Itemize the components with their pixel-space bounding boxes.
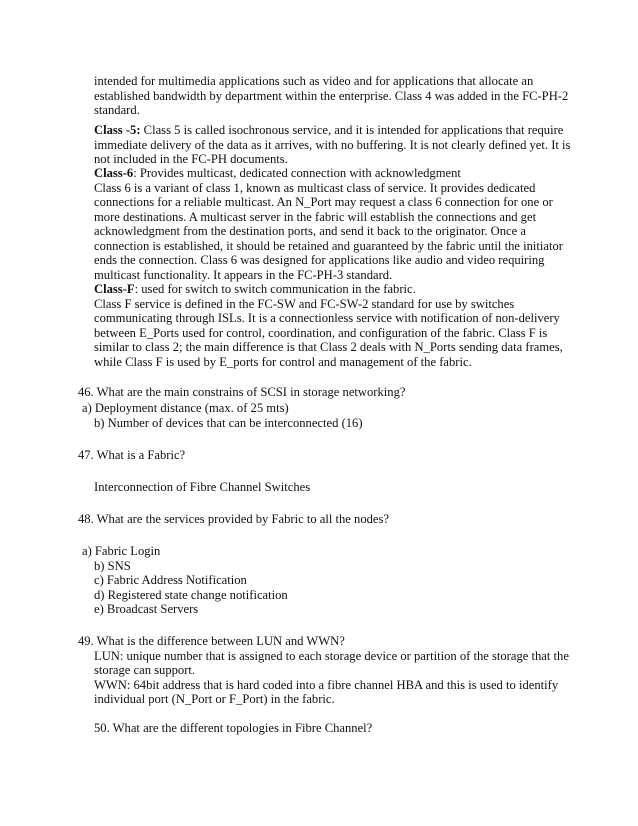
class4-continuation: intended for multimedia applications such as video and for applications that allocate an established bandwidth by department within the enterprise. Class 4 was added in the FC-PH-2 standard. bbox=[94, 74, 569, 117]
answer-47: Interconnection of Fibre Channel Switches bbox=[94, 480, 311, 494]
classF-summary: : used for switch to switch communication in the fabric. bbox=[134, 282, 416, 296]
question-48: 48. What are the services provided by Fabric to all the nodes? bbox=[78, 512, 390, 526]
class6-summary: : Provides multicast, dedicated connection with acknowledgment bbox=[133, 166, 461, 180]
class5-paragraph bbox=[94, 123, 574, 167]
class5-label: Class -5: bbox=[94, 123, 141, 137]
answer-48-d: d) Registered state change notification bbox=[94, 587, 288, 602]
answer-48-e: e) Broadcast Servers bbox=[94, 602, 199, 616]
answer-49-lun: LUN: unique number that is assigned to each storage device or partition of the storage that the storage can support. bbox=[94, 648, 569, 677]
class6-label: Class-6 bbox=[94, 166, 134, 180]
answer-48-a: a) Fabric Login bbox=[82, 544, 161, 558]
answer-48-c: c) Fabric Address Notification bbox=[94, 573, 247, 587]
question-46: 46. What are the main constrains of SCSI in storage networking? bbox=[78, 385, 406, 399]
answer-48-b: b) SNS bbox=[94, 558, 131, 573]
answer-49-wwn: WWN: 64bit address that is hard coded into a fibre channel HBA and this is used to identify individual port (N_Port or F_Port) in the fabric. bbox=[94, 677, 559, 706]
class6-heading bbox=[94, 166, 574, 181]
classF-heading bbox=[94, 282, 574, 297]
answer-46-b: b) Number of devices that can be interconnected (16) bbox=[94, 415, 363, 430]
question-47: 47. What is a Fabric? bbox=[78, 448, 186, 462]
question-49: 49. What is the difference between LUN and WWN? bbox=[78, 634, 345, 648]
class5-text: Class 5 is called isochronous service, and it is intended for applications that require immediate delivery of the data as it arrives, with no buffering. It is not clearly defined yet. It is not included in the FC-PH documents. bbox=[94, 123, 571, 166]
class6-description: Class 6 is a variant of class 1, known as multicast class of service. It provides dedicated connections for a reliable multicast. An N_Port may request a class 6 connection for one or more destinations. A multicast server in the fabric will establish the connections and get acknowledgment from the destination ports, and send it back to the originator. Once a connection is established, it should be retained and guaranteed by the fabric until the initiator ends the connection. Class 6 was designed for applications like audio and video requiring multicast functionality. It appears in the FC-PH-3 standard. bbox=[94, 180, 563, 282]
question-50: 50. What are the different topologies in Fibre Channel? bbox=[94, 721, 373, 735]
classF-label: Class-F bbox=[94, 282, 135, 296]
classF-description: Class F service is defined in the FC-SW and FC-SW-2 standard for use by switches communicating through ISLs. It is a connectionless service with notification of non-delivery between E_Ports used for control, coordination, and configuration of the fabric. Class F is similar to class 2; the main difference is that Class 2 deals with N_Ports sending data frames, while Class F is used by E_ports for control and management of the fabric. bbox=[94, 296, 563, 369]
answer-46-a: a) Deployment distance (max. of 25 mts) bbox=[82, 401, 289, 415]
